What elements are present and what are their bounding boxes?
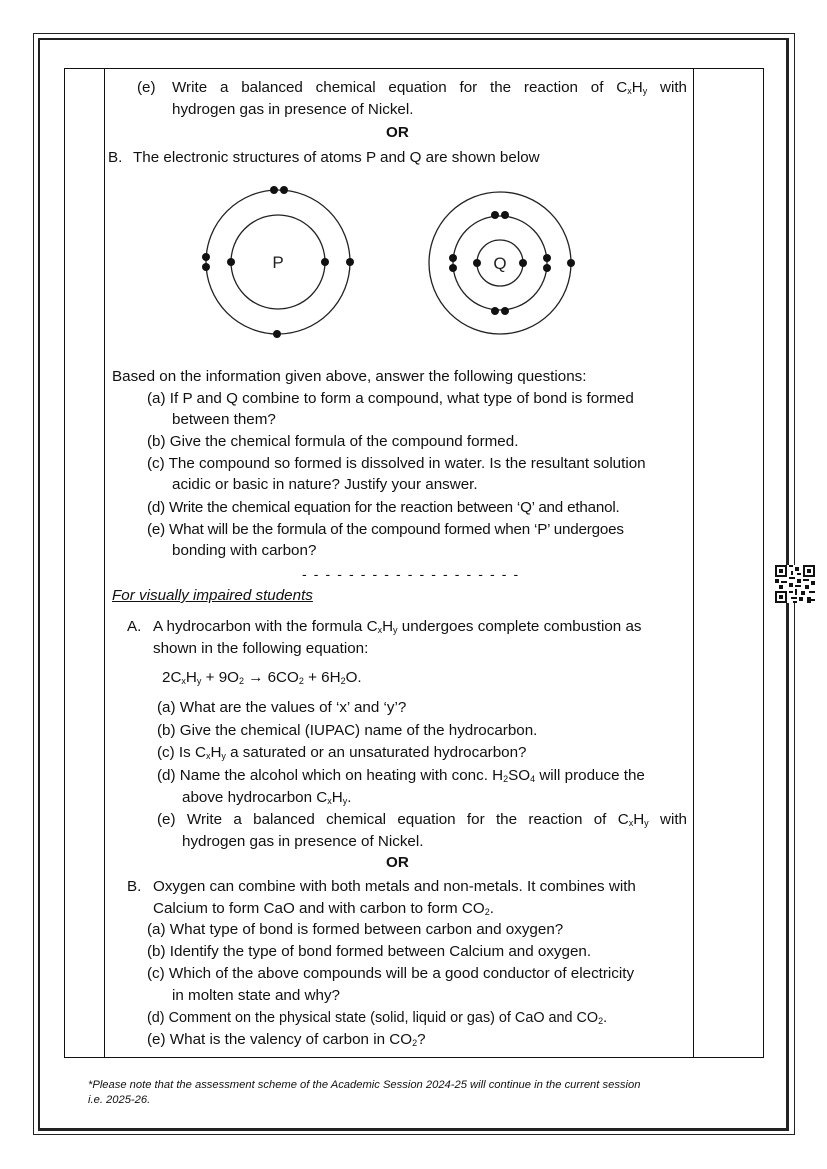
vi-question-d-line2 <box>182 788 351 808</box>
text: H <box>185 669 197 686</box>
vi-a-line1 <box>153 617 642 637</box>
text: . <box>489 900 494 917</box>
atom-q-diagram <box>425 186 585 341</box>
text: A hydrocarbon with the formula C <box>153 618 378 635</box>
text: with <box>647 79 688 96</box>
item-e-line1 <box>172 78 687 98</box>
question-b-d: (d) Write the chemical equation for the reaction between ‘Q’ and ethanol. <box>147 499 620 516</box>
text: ? <box>417 1031 426 1048</box>
questions-intro: Based on the information given above, answer the following questions: <box>112 368 587 385</box>
text: → 6CO <box>243 669 299 686</box>
subscript: 2 <box>503 774 509 784</box>
vi-question-d-line1 <box>157 766 645 786</box>
text: Write a balanced chemical equation for the reaction of C <box>172 79 628 96</box>
subscript: 2 <box>598 1016 604 1026</box>
subscript: 4 <box>530 774 536 784</box>
footnote-line1: *Please note that the assessment scheme of the Academic Session 2024-25 will continue in the current session <box>88 1079 641 1091</box>
subscript: 2 <box>484 907 490 917</box>
question-b-c-line2: acidic or basic in nature? Justify your answer. <box>172 476 478 493</box>
vi-b-line1: Oxygen can combine with both metals and non-metals. It combines with <box>153 878 636 895</box>
subscript: 2 <box>340 676 346 686</box>
combustion-equation <box>162 668 362 688</box>
subscript: x <box>377 625 383 635</box>
vi-question-e-line2: hydrogen gas in presence of Nickel. <box>182 833 424 850</box>
text: 2C <box>162 669 182 686</box>
text: H <box>210 744 222 761</box>
vi-b-question-b: (b) Identify the type of bond formed between Calcium and oxygen. <box>147 943 592 960</box>
footnote-line2: i.e. 2025-26. <box>88 1094 151 1106</box>
text: Calcium to form CaO and with carbon to form CO <box>153 900 485 917</box>
subscript: y <box>644 818 649 828</box>
question-b-e-line2: bonding with carbon? <box>172 542 317 559</box>
vi-b-question-a: (a) What type of bond is formed between carbon and oxygen? <box>147 921 564 938</box>
vi-question-a: (a) What are the values of ‘x’ and ‘y’? <box>157 699 407 716</box>
text: H <box>382 618 394 635</box>
qr-code-icon[interactable] <box>775 565 815 603</box>
question-number-column-divider <box>104 69 105 1057</box>
atom-q-label: Q <box>493 254 507 273</box>
text: a saturated or an unsaturated hydrocarbon? <box>225 744 527 761</box>
vi-heading: For visually impaired students <box>112 587 313 604</box>
subscript: x <box>628 818 634 828</box>
subscript: y <box>642 86 648 96</box>
subscript: x <box>327 796 332 806</box>
question-b-a-line2: between them? <box>172 411 276 428</box>
marks-column-divider <box>693 69 694 1057</box>
text: (d) Comment on the physical state (solid, liquid or gas) of CaO and CO <box>147 1010 599 1026</box>
vi-a-label: A. <box>127 618 142 635</box>
text: (e) What is the valency of carbon in CO <box>147 1031 413 1048</box>
text: O. <box>345 669 362 686</box>
or-divider-2: OR <box>386 854 409 871</box>
subscript: y <box>342 796 348 806</box>
section-separator: - - - - - - - - - - - - - - - - - - - <box>302 566 520 582</box>
item-e-line2: hydrogen gas in presence of Nickel. <box>172 101 414 118</box>
vi-b-question-c-line1: (c) Which of the above compounds will be a good conductor of electricity <box>147 965 635 982</box>
subscript: y <box>196 676 202 686</box>
text: (c) Is C <box>157 744 206 761</box>
vi-b-line2 <box>153 899 494 919</box>
option-b-label: B. <box>108 149 123 166</box>
question-b-c-line1: (c) The compound so formed is dissolved in water. Is the resultant solution <box>147 455 646 472</box>
vi-question-b: (b) Give the chemical (IUPAC) name of the hydrocarbon. <box>157 722 538 739</box>
option-b-text: The electronic structures of atoms P and Q are shown below <box>133 149 540 166</box>
atom-p-label: P <box>272 253 284 272</box>
subscript: x <box>205 751 211 761</box>
text: above hydrocarbon C <box>182 789 328 806</box>
item-e-label: (e) <box>137 79 156 96</box>
text: (d) Name the alcohol which on heating with conc. H <box>157 767 504 784</box>
vi-a-line2: shown in the following equation: <box>153 640 369 657</box>
vi-question-c <box>157 743 526 763</box>
text: with <box>648 811 687 828</box>
text: will produce the <box>535 767 645 784</box>
subscript: 2 <box>298 676 304 686</box>
text: SO <box>508 767 531 784</box>
subscript: x <box>181 676 186 686</box>
text: + 9O <box>201 669 239 686</box>
or-divider-1: OR <box>386 124 409 141</box>
text: (e) Write a balanced chemical equation for the reaction of C <box>157 811 629 828</box>
subscript: y <box>221 751 226 761</box>
text: H <box>631 79 643 96</box>
text: H <box>633 811 645 828</box>
atom-p-diagram <box>196 182 361 342</box>
question-b-a-line1: (a) If P and Q combine to form a compound, what type of bond is formed <box>147 390 634 407</box>
text: + 6H <box>303 669 341 686</box>
text: . <box>347 789 352 806</box>
vi-b-label: B. <box>127 878 142 895</box>
subscript: y <box>393 625 398 635</box>
vi-b-question-e <box>147 1030 426 1050</box>
subscript: x <box>627 86 632 96</box>
vi-b-question-d <box>147 1008 607 1028</box>
text: undergoes complete combustion as <box>397 618 642 635</box>
subscript: 2 <box>238 676 244 686</box>
text: . <box>603 1010 608 1026</box>
question-b-e-line1: (e) What will be the formula of the compound formed when ‘P’ undergoes <box>147 521 624 538</box>
question-b-b: (b) Give the chemical formula of the compound formed. <box>147 433 519 450</box>
subscript: 2 <box>412 1038 418 1048</box>
vi-question-e-line1 <box>157 810 687 830</box>
vi-b-question-c-line2: in molten state and why? <box>172 987 341 1004</box>
text: H <box>331 789 343 806</box>
